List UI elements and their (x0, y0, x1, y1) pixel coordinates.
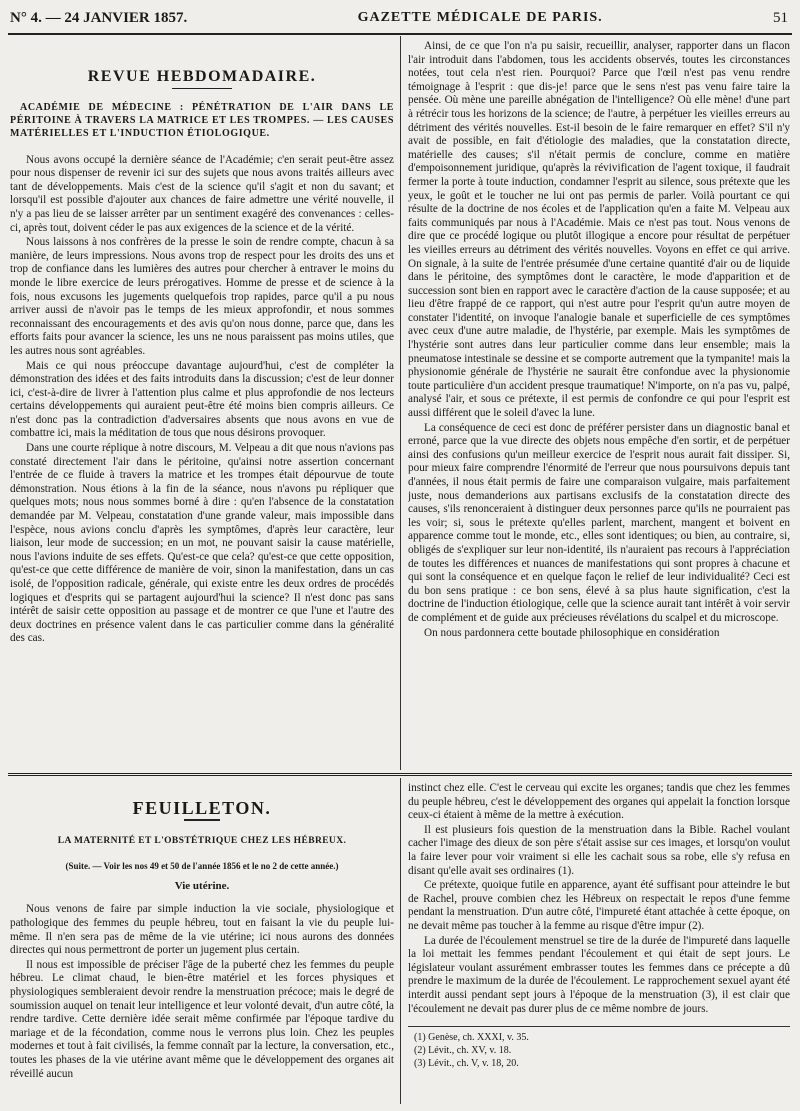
article-paragraph: Nous laissons à nos confrères de la presse le soin de rendre compte, chacun à sa manière, de leurs impressions. Nous avons trop de respect pour les droits des uns et trop de confiance dans les lumières des autres pour chercher à entraver le moins du monde le libre exercice de leurs prérogatives. Homme de presse et de science à la fois, nous excusons les jugements quelquefois trop rapides, parce qu'il a pu nous arriver aussi de n'avoir pas le temps de les mieux approfondir, et nous sommes reconnaissant des encouragements et des avis qu'on nous donne, parce que, dans les efforts faits pour avancer la science, les uns ne nous paraissent pas moins utiles, que les autres nous sont agréables. (10, 236, 394, 357)
feuilleton-heading: FEUILLETON. (132, 798, 272, 818)
feuilleton-continuation: (Suite. — Voir les nos 49 et 50 de l'année 1856 et le no 2 de cette année.) (65, 861, 339, 872)
article-paragraph: La conséquence de ceci est donc de préférer persister dans un diagnostic banal et erroné, parce que la vue directe des objets nous empêche d'en sortir, et de perpétuer ainsi des confusions qu'un meilleur exercice de l'esprit nous aurait fait dissiper. Si, pour mieux faire comprendre l'énormité de l'erreur que nous poursuivons depuis tant d'années, il nous était permis de faire une comparaison vulgaire, mais parfaitement juste, nous demanderions aux partisans exclusifs de la constatation directe des causes, s'ils renonceraient à distinguer deux personnes parce qu'ils ne pourraient pas les voir; si, sous le prétexte qu'elles parlent, marchent, mangent et boivent en apparence comme tout le monde, etc., elles sont identiques; ou bien, au contraire, si, obligés de s'expliquer sur leur non-identité, ils n'auraient pas recours à l'appréciation de toutes les différences et nuances de manifestations qui sont propres à chacune et qui sont la conséquence et en quelque façon le relief de leur individualité? Ceci est du bon sens pratique : ce bon sens, élevé à sa plus haute signification, c'est la doctrine de l'induction étiologique, celle que la science aurait tant intérêt à voir servir de complément et de guide aux précieuses révélations du scalpel et du microscope. (408, 421, 790, 624)
footnote: (3) Lévit., ch. V, v. 18, 20. (414, 1058, 519, 1070)
feuilleton-section-title: Vie utérine. (174, 879, 230, 892)
revue-left-column (10, 40, 394, 767)
footnote: (2) Lévit., ch. XV, v. 18. (414, 1045, 512, 1057)
article-paragraph: Dans une courte réplique à notre discours, M. Velpeau a dit que nous n'avions pas constaté directement l'air dans le péritoine, qu'ainsi notre assertion concernant l'entrée de ce fluide à travers la matrice et les trompes était dépourvue de toute démonstration. Nous étions à la fin de la séance, nous n'avons pu répliquer que quelques mots; nous nous sommes borné à dire : qu'en l'absence de la constatation demandée par M. Velpeau, constatation d'une grande valeur, mais impossible dans l'espèce, nous avions conclu d'après les symptômes, d'après leur caractère, leur liaison, leur mode de succession; en un mot, ne pouvant saisir la cause matérielle, nous l'avions induite de ses effets. Qu'est-ce que cela? qu'est-ce que cette opposition, qu'est-ce que cette différence de manière de voir, sinon la manifestation, dans un cas isolé, de l'opposition radicale, générale, qui existe entre les deux ordres de procédés logiques et d'esprits qui se partagent aujourd'hui la science? Il n'est donc pas sans intérêt de saisir cette opposition au passage et de montrer ce que l'une et l'autre des deux doctrines en présence valent dans le cas particulier comme dans la généralité des cas. (10, 442, 394, 645)
article-paragraph: Ainsi, de ce que l'on n'a pu saisir, recueillir, analyser, rapporter dans un flacon l'air introduit dans l'abdomen, tous les accidents observés, toutes les circonstances notées, tout cela n'est rien. Pourquoi? Parce que l'œil n'est pas venu rendre témoignage à l'esprit : que dis-je! parce que le sens n'est pas venu faire taire la pensée. Où mène une pareille abnégation de l'intelligence? Où elle mène! d'une part à rétrécir tous les horizons de la science; de l'autre, à perpétuer les vieilles erreurs au détriment des vérités nouvelles. Est-il besoin de le faire remarquer en effet? S'il n'y avait de possible, en fait d'étiologie des maladies, que la constatation directe, matérielle des causes; s'il n'était permis de conclure, comme en matière d'empoisonnement juridique, qu'après la révivification de l'agent toxique, il faudrait fermer la porte à toute induction, condamner l'esprit au silence, sous prétexte que les yeux, le goût et le toucher ne lui ont pas permis de parler. Voilà pourtant ce qui résulte de la doctrine de nos écoles et de l'application qu'en a faite M. Velpeau aux faits communiqués par nous à l'Académie. Mais ce n'est pas tout. Nous venons de dire que ce procédé logique ou plutôt illogique a encore pour résultat de perpétuer les vieilles erreurs au détriment des vérités nouvelles. Voyons en effet ce qui arrive. On signale, à la suite de l'entrée présumée d'une certaine quantité d'air ou de liquide dans le péritoine, des symptômes dont le caractère, le mode d'apparition et de succession sont bien en rapport avec le caractère d'action de la cause supposée; et au lieu d'être frappé de ce rapport, qui n'est autre pour l'esprit qu'un autre moyen de constater l'identité, on invoque l'analogie banale et superficielle de ces symptômes avec ceux d'une autre maladie, de l'hystérie, par exemple. Mais les symptômes de l'hystérie sont autres dans leur particulier comme dans leur ensemble; mais la pneumatose intestinale se dessine et se comporte autrement que la tympanite! mais la physionomie générale de l'hystérie ne saurait être confondue avec la physionomie toute particulière d'un accident presque traumatique! N'importe, on n'a pas vu, palpé, analysé l'air, et sous ce prétexte, il est permis de confondre ce qui pour l'esprit est aussi différent que le soleil d'avec la lune. (408, 40, 790, 420)
feuilleton-paragraph: Il nous est impossible de préciser l'âge de la puberté chez les femmes du peuple hébreu. Le climat chaud, le bien-être matériel et les forces physiques et physiologiques sembleraient devoir rendre la menstruation précoce; mais le degré de soumission auquel on tenait leur intelligence et leur volonté devait, d'un autre côté, la rendre tardive. Cette dernière idée serait même confirmée par l'époque tardive du mariage et de la fécondation, comme nous le verrons plus loin. Chez les peuples modernes et tout à fait civilisés, la femme connaît par la lecture, la conversation, etc., toutes les phases de la vie utérine avant même que le développement des organes ait réveillé aucun (10, 958, 394, 1080)
article-paragraph: On nous pardonnera cette boutade philosophique en considération (424, 626, 720, 639)
header-rule (8, 33, 792, 35)
feuilleton-right-column (408, 782, 790, 1104)
feuilleton-heading-rule (184, 819, 220, 821)
revue-heading-rule (172, 88, 232, 89)
column-divider-bottom (400, 778, 401, 1104)
feuilleton-paragraph: Nous venons de faire par simple induction la vie sociale, physiologique et pathologique des femmes du peuple hébreu, tout en faisant la vie du peuple lui-même. Il n'en sera pas de même de la vie utérine; ici nous aurons des données directes qui nous permettront de porter un jugement plus certain. (10, 903, 394, 957)
column-divider-top (400, 36, 401, 770)
journal-title: GAZETTE MÉDICALE DE PARIS. (357, 10, 603, 25)
revue-heading: REVUE HEBDOMADAIRE. (87, 68, 317, 85)
revue-right-column (408, 40, 790, 767)
academie-summary: ACADÉMIE DE MÉDECINE : PÉNÉTRATION DE L'AIR DANS LE PÉRITOINE À TRAVERS LA MATRICE ET LES TROMPES. — LES CAUSES MATÉRIELLES ET L'INDUCTION ÉTIOLOGIQUE. (10, 101, 394, 139)
feuilleton-paragraph: La durée de l'écoulement menstruel se tire de la durée de l'impureté dans laquelle la loi mettait les femmes pendant l'écoulement et qui était de sept jours. Le législateur voulant assurément embrasser toutes les femmes dans ce précepte a dû prendre le maximum de la durée de l'écoulement. Le rapprochement sexuel ayant été interdit aussi pendant sept jours à l'époque de la menstruation (3), il est clair que l'écoulement ne devait pas durer plus de ce même nombre de jours. (408, 934, 790, 1015)
feuilleton-subtitle: LA MATERNITÉ ET L'OBSTÉTRIQUE CHEZ LES HÉBREUX. (57, 835, 347, 846)
feuilleton-paragraph: Ce prétexte, quoique futile en apparence, ayant été suffisant pour atteindre le but de Rachel, prouve combien chez les Hébreux on respectait le repos d'une femme pendant la menstruation. D'un autre côté, l'impureté étant attachée à cette époque, on ne devait même pas toucher à la femme au risque d'être impur (2). (408, 879, 790, 932)
feuilleton-paragraph: Il est plusieurs fois question de la menstruation dans la Bible. Rachel voulant cacher l'image des dieux de son père s'était assise sur ces images, et lorsqu'on voulut la faire lever pour voir vraiment si elle les cachait sous sa robe, elle s'y refusa en disant qu'elle avait ses ordinaires (1). (408, 823, 790, 877)
page-number: 51 (772, 9, 788, 26)
footnote-rule (408, 1026, 790, 1027)
feuilleton-left-column (10, 782, 394, 1104)
issue-date: N° 4. — 24 JANVIER 1857. (10, 9, 188, 26)
page-header (10, 6, 788, 30)
footnote: (1) Genèse, ch. XXXI, v. 35. (414, 1032, 529, 1044)
footnotes (408, 1031, 790, 1070)
article-paragraph: Mais ce qui nous préoccupe davantage aujourd'hui, c'est de compléter la démonstration des idées et des faits introduits dans la discussion; c'est de leur donner ici, c'est-à-dire de livrer à l'attention plus calme et plus approfondie de nos lecteurs certains développements qui auraient peut-être été moins bien compris ailleurs. Ce n'est donc pas la contradiction d'adversaires absents que nous avons en vue de combattre ici, mais la méditation de tous que nous désirons provoquer. (10, 359, 394, 440)
feuilleton-paragraph: instinct chez elle. C'est le cerveau qui excite les organes; tandis que chez les femmes du peuple hébreu, c'est le développement des organes qui appelait la fonction lorsque ceux-ci étaient à même de la mettre à exécution. (408, 782, 790, 822)
feuilleton-divider (8, 773, 792, 776)
article-paragraph: Nous avons occupé la dernière séance de l'Académie; c'en serait peut-être assez pour nous dispenser de revenir ici sur des sujets que nous avons traités ailleurs avec tant de développements. Mais c'est de la science qu'il s'agit et non du savant; et lorsqu'il est possible d'ajouter aux chances de faire admettre une vérité nouvelle, il n'y a pas lieu de se laisser arrêter par un sentiment exagéré des convenances : celles-ci, après tout, doivent céder le pas aux exigences de la science et de la vérité. (10, 153, 394, 234)
